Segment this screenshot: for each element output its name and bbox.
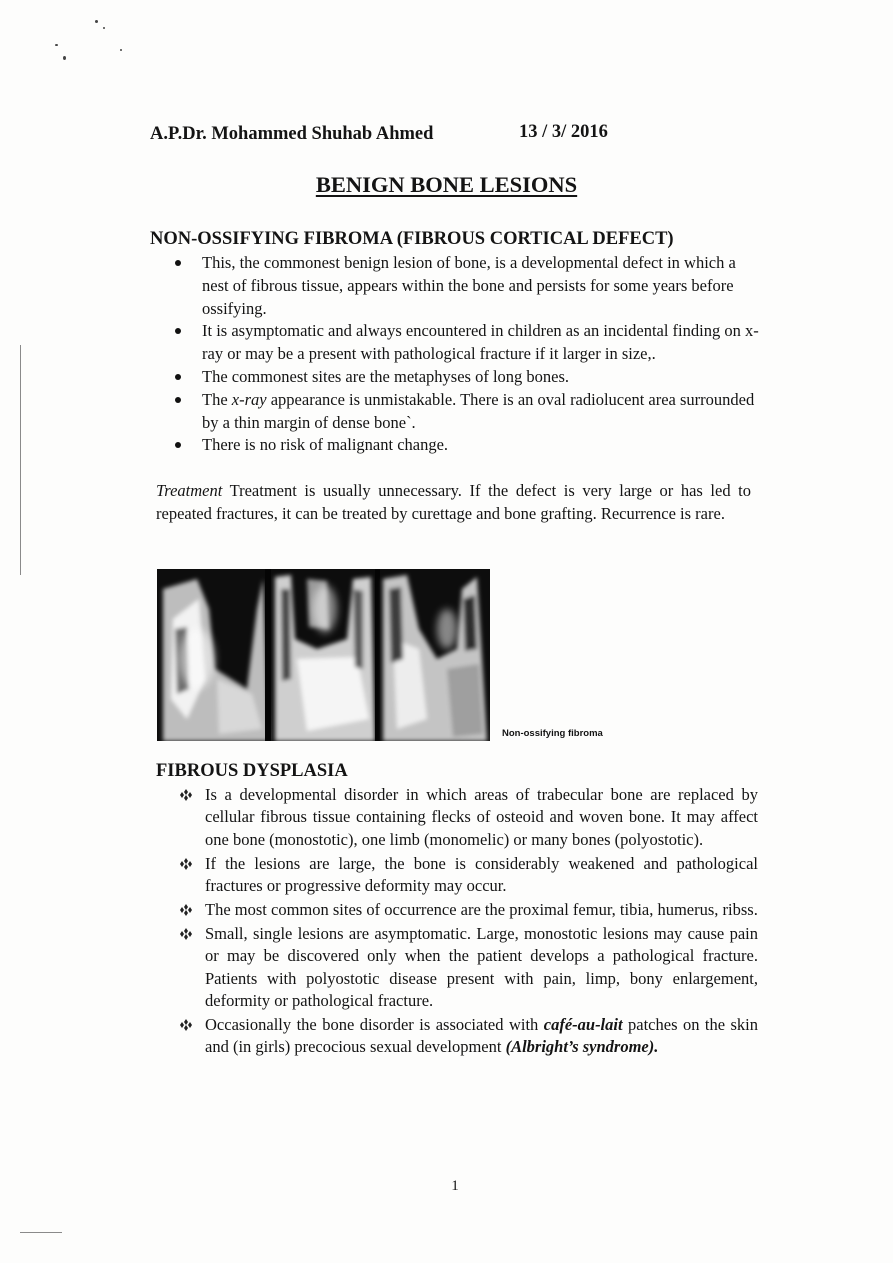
figure-caption: Non-ossifying fibroma [502,728,603,739]
list-item-text-end: appearance is unmistakable. There is an oval radiolucent area surrounded by a thin margin of dense bone`. [202,389,755,432]
list-item-text: There is no risk of malignant change. [202,435,449,455]
author-name: A.P.Dr. Mohammed Shuhab Ahmed [150,124,434,144]
list-item [172,389,760,435]
diamond-bullet-icon [178,857,194,871]
diamond-bullet-icon [178,927,194,941]
list-item [172,320,760,366]
treatment-label: Treatment [156,481,223,500]
scan-speck [63,56,66,60]
scan-speck [120,49,122,51]
diamond-bullet-icon [178,1018,194,1032]
list-item-text: Is a developmental disorder in which areas of trabecular bone are replaced by cellular fibrous tissue containing flecks of osteoid and woven bone. It may affect one bone (monostotic), one limb (monomelic) or many bones (polyostotic). [205,785,758,849]
list-item-text: Small, single lesions are asymptomatic. Large, monostotic lesions may cause pain or may be discovered only when the patient develops a pathological fracture. Patients with polyostotic disease present with pain, limp, bony enlargement, deformity or pathological fracture. [205,923,758,1011]
xray-image [157,569,490,741]
fibrous-dysplasia-list [178,784,758,1060]
list-item [178,923,758,1013]
xray-term: x-ray [231,389,267,409]
bullet-icon [175,397,181,403]
albrights-syndrome-term: (Albright’s syndrome) [505,1037,655,1057]
list-item-text: The most common sites of occurrence are the proximal femur, tibia, humerus, ribss. [205,900,758,920]
bullet-icon [175,328,181,334]
list-item-text-end: . [654,1037,659,1057]
list-item-text-start: The [202,389,232,409]
list-item [172,252,760,320]
document-date: 13 / 3/ 2016 [519,122,608,142]
treatment-text: Treatment is usually unnecessary. If the defect is very large or has led to repeated fractures, it can be treated by curettage and bone grafting. Recurrence is rare. [156,481,751,523]
section-heading-non-ossifying-fibroma: NON-OSSIFYING FIBROMA (FIBROUS CORTICAL DEFECT) [150,229,674,249]
list-item [178,784,758,851]
list-item-text: It is asymptomatic and always encountered in children as an incidental finding on x-ray or may be a present with pathological fracture if it larger in size,. [202,321,759,364]
bullet-icon [175,260,181,266]
list-item-text: If the lesions are large, the bone is considerably weakened and pathological fractures or progressive deformity may occur. [205,853,758,896]
scan-speck [95,20,98,23]
non-ossifying-fibroma-list [172,252,760,457]
list-item [178,899,758,921]
diamond-bullet-icon [178,903,194,917]
scan-speck [103,27,105,29]
xray-figure-non-ossifying-fibroma [157,569,490,741]
list-item [178,853,758,898]
list-item [172,434,760,457]
treatment-paragraph [156,480,751,526]
bullet-icon [175,442,181,448]
scan-edge-line [20,1232,62,1233]
section-heading-fibrous-dysplasia: FIBROUS DYSPLASIA [156,761,348,781]
page-number: 1 [451,1178,459,1194]
list-item [172,366,760,389]
list-item-text: This, the commonest benign lesion of bone, is a developmental defect in which a nest of fibrous tissue, appears within the bone and persists for some years before ossifying. [202,253,736,318]
list-item [178,1014,758,1059]
scan-speck [55,44,58,46]
page-title: BENIGN BONE LESIONS [315,172,578,197]
list-item-text-start: Occasionally the bone disorder is associated with [205,1015,544,1035]
list-item-text-middle: patches on the skin and (in girls) precocious sexual development [205,1015,759,1057]
diamond-bullet-icon [178,788,194,802]
list-item-text: The commonest sites are the metaphyses of long bones. [202,366,570,386]
cafe-au-lait-term: café-au-lait [543,1015,623,1035]
scan-edge-line [20,345,21,575]
bullet-icon [175,374,181,380]
